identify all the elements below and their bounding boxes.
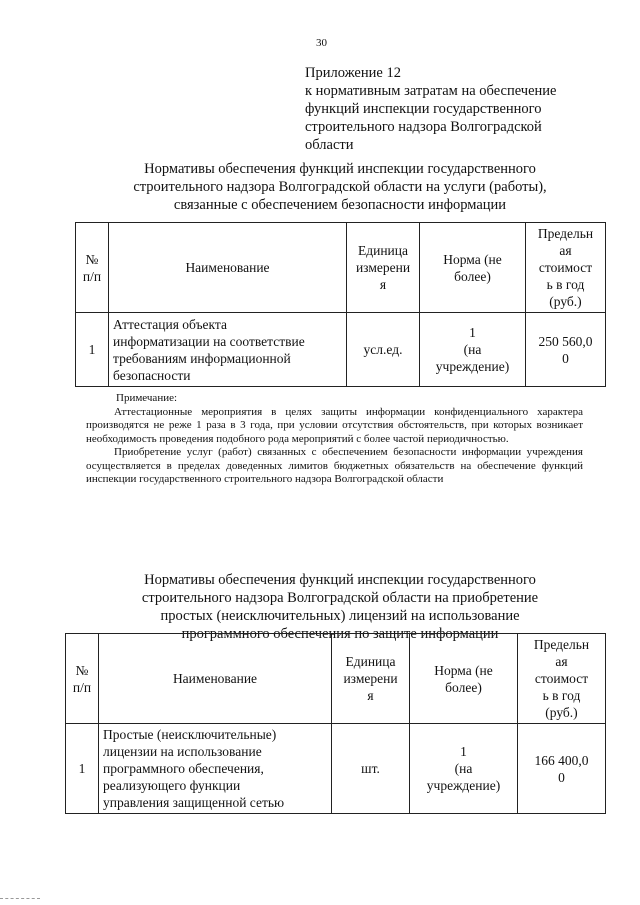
appendix-line: к нормативным затратам на обеспечение <box>305 83 557 99</box>
header-norm <box>410 634 518 724</box>
cell-norm <box>410 724 518 814</box>
cell-price-line: 166 400,0 <box>534 752 589 768</box>
cell-norm-line: 1 <box>469 325 476 340</box>
cell-price <box>526 313 606 387</box>
cell-norm-line: (на <box>463 342 482 357</box>
header-name: Наименование <box>109 223 347 313</box>
cell-name <box>99 724 332 814</box>
header-unit-line: я <box>379 277 387 292</box>
header-norm-line: более) <box>454 268 491 284</box>
appendix-title: Приложение 12 <box>305 65 401 81</box>
cell-unit: усл.ед. <box>347 313 420 387</box>
appendix-heading <box>305 64 605 154</box>
header-norm-line: Норма (не <box>443 251 502 267</box>
table-row <box>76 313 606 387</box>
cell-name-line: управления защищенной сетью <box>103 795 285 810</box>
section2-title-line: простых (неисключительных) лицензий на использование <box>160 608 520 624</box>
header-num-line: п/п <box>82 268 102 284</box>
cell-price <box>518 724 606 814</box>
header-name: Наименование <box>99 634 332 724</box>
appendix-line: строительного надзора Волгоградской <box>305 119 542 135</box>
header-num <box>76 223 109 313</box>
header-price-line: ая <box>555 654 568 669</box>
section1-title <box>100 160 580 214</box>
cell-unit: шт. <box>332 724 410 814</box>
header-norm-line: Норма (не <box>434 662 493 678</box>
header-num-line: № <box>75 662 89 678</box>
header-price-line: (руб.) <box>545 705 578 720</box>
header-price <box>518 634 606 724</box>
header-unit-line: измерени <box>343 671 398 686</box>
table-header-row <box>66 634 606 724</box>
header-unit <box>332 634 410 724</box>
cell-norm-line: 1 <box>460 744 467 759</box>
header-unit-line: я <box>367 688 374 703</box>
note-label: Примечание: <box>116 392 178 404</box>
header-unit-line: Единица <box>345 654 396 669</box>
page-number: 30 <box>316 37 327 49</box>
header-price-line: ь в год <box>542 688 581 703</box>
appendix-line: области <box>305 137 354 153</box>
header-num <box>66 634 99 724</box>
header-price-line: стоимост <box>538 260 593 275</box>
header-price-line: (руб.) <box>549 294 582 309</box>
header-price-line: ь в год <box>546 277 585 292</box>
section2-title-line: строительного надзора Волгоградской области на приобретение <box>141 590 539 606</box>
cell-norm-line: учреждение) <box>426 778 501 793</box>
header-norm-line: более) <box>445 679 482 695</box>
header-num-line: п/п <box>72 679 92 695</box>
section2-title-line: Нормативы обеспечения функций инспекции государственного <box>144 572 536 588</box>
table-header-row <box>76 223 606 313</box>
note-paragraph: Приобретение услуг (работ) связанных с обеспечением безопасности информации учреждения осуществляется в пределах доведенных лимитов бюджетных обязательств на обеспечение функций инспекции государственного строительного надзора Волгоградской области <box>86 446 583 485</box>
header-price-line: ая <box>559 243 572 258</box>
header-num-line: № <box>85 251 99 267</box>
cell-name-line: требованиям информационной <box>113 350 291 366</box>
cell-price-line: 0 <box>562 350 569 366</box>
cell-name-line: лицензии на использование <box>103 744 262 759</box>
cell-name-line: реализующего функции <box>103 778 241 793</box>
scan-edge-mark <box>0 898 40 899</box>
header-norm <box>420 223 526 313</box>
cell-norm-line: учреждение) <box>435 359 510 374</box>
cell-num: 1 <box>76 313 109 387</box>
table-row <box>66 724 606 814</box>
section1-title-line: строительного надзора Волгоградской области на услуги (работы), <box>133 179 547 195</box>
header-price <box>526 223 606 313</box>
section1-title-line: связанные с обеспечением безопасности информации <box>173 197 507 213</box>
cell-price-line: 250 560,0 <box>538 333 593 349</box>
section1-title-line: Нормативы обеспечения функций инспекции государственного <box>144 161 536 177</box>
cell-name-line: информатизации на соответствие <box>113 333 305 349</box>
header-price-line: Предельн <box>537 226 594 241</box>
header-unit <box>347 223 420 313</box>
header-unit-line: измерени <box>355 260 411 275</box>
section2-table <box>65 633 606 814</box>
cell-name-line: Простые (неисключительные) <box>103 727 277 742</box>
section1-table <box>75 222 606 387</box>
cell-name <box>109 313 347 387</box>
header-price-line: стоимост <box>534 671 589 686</box>
cell-name-line: безопасности <box>113 367 191 383</box>
note <box>86 392 583 487</box>
cell-norm <box>420 313 526 387</box>
cell-norm-line: (на <box>454 761 473 776</box>
cell-price-line: 0 <box>558 769 565 785</box>
header-unit-line: Единица <box>357 243 408 258</box>
cell-num: 1 <box>66 724 99 814</box>
cell-name-line: программного обеспечения, <box>103 761 264 776</box>
cell-name-line: Аттестация объекта <box>113 316 227 332</box>
note-paragraph: Аттестационные мероприятия в целях защиты информации конфиденциального характера производятся не реже 1 раза в 3 года, при условии отсутствия обстоятельств, при которых возникает необходимость проведения подобного рода мероприятий с более частой периодичностью. <box>86 405 583 445</box>
appendix-line: функций инспекции государственного <box>305 101 542 117</box>
section2-title-line: программного обеспечения по защите информации <box>181 626 499 642</box>
header-price-line: Предельн <box>533 637 590 652</box>
